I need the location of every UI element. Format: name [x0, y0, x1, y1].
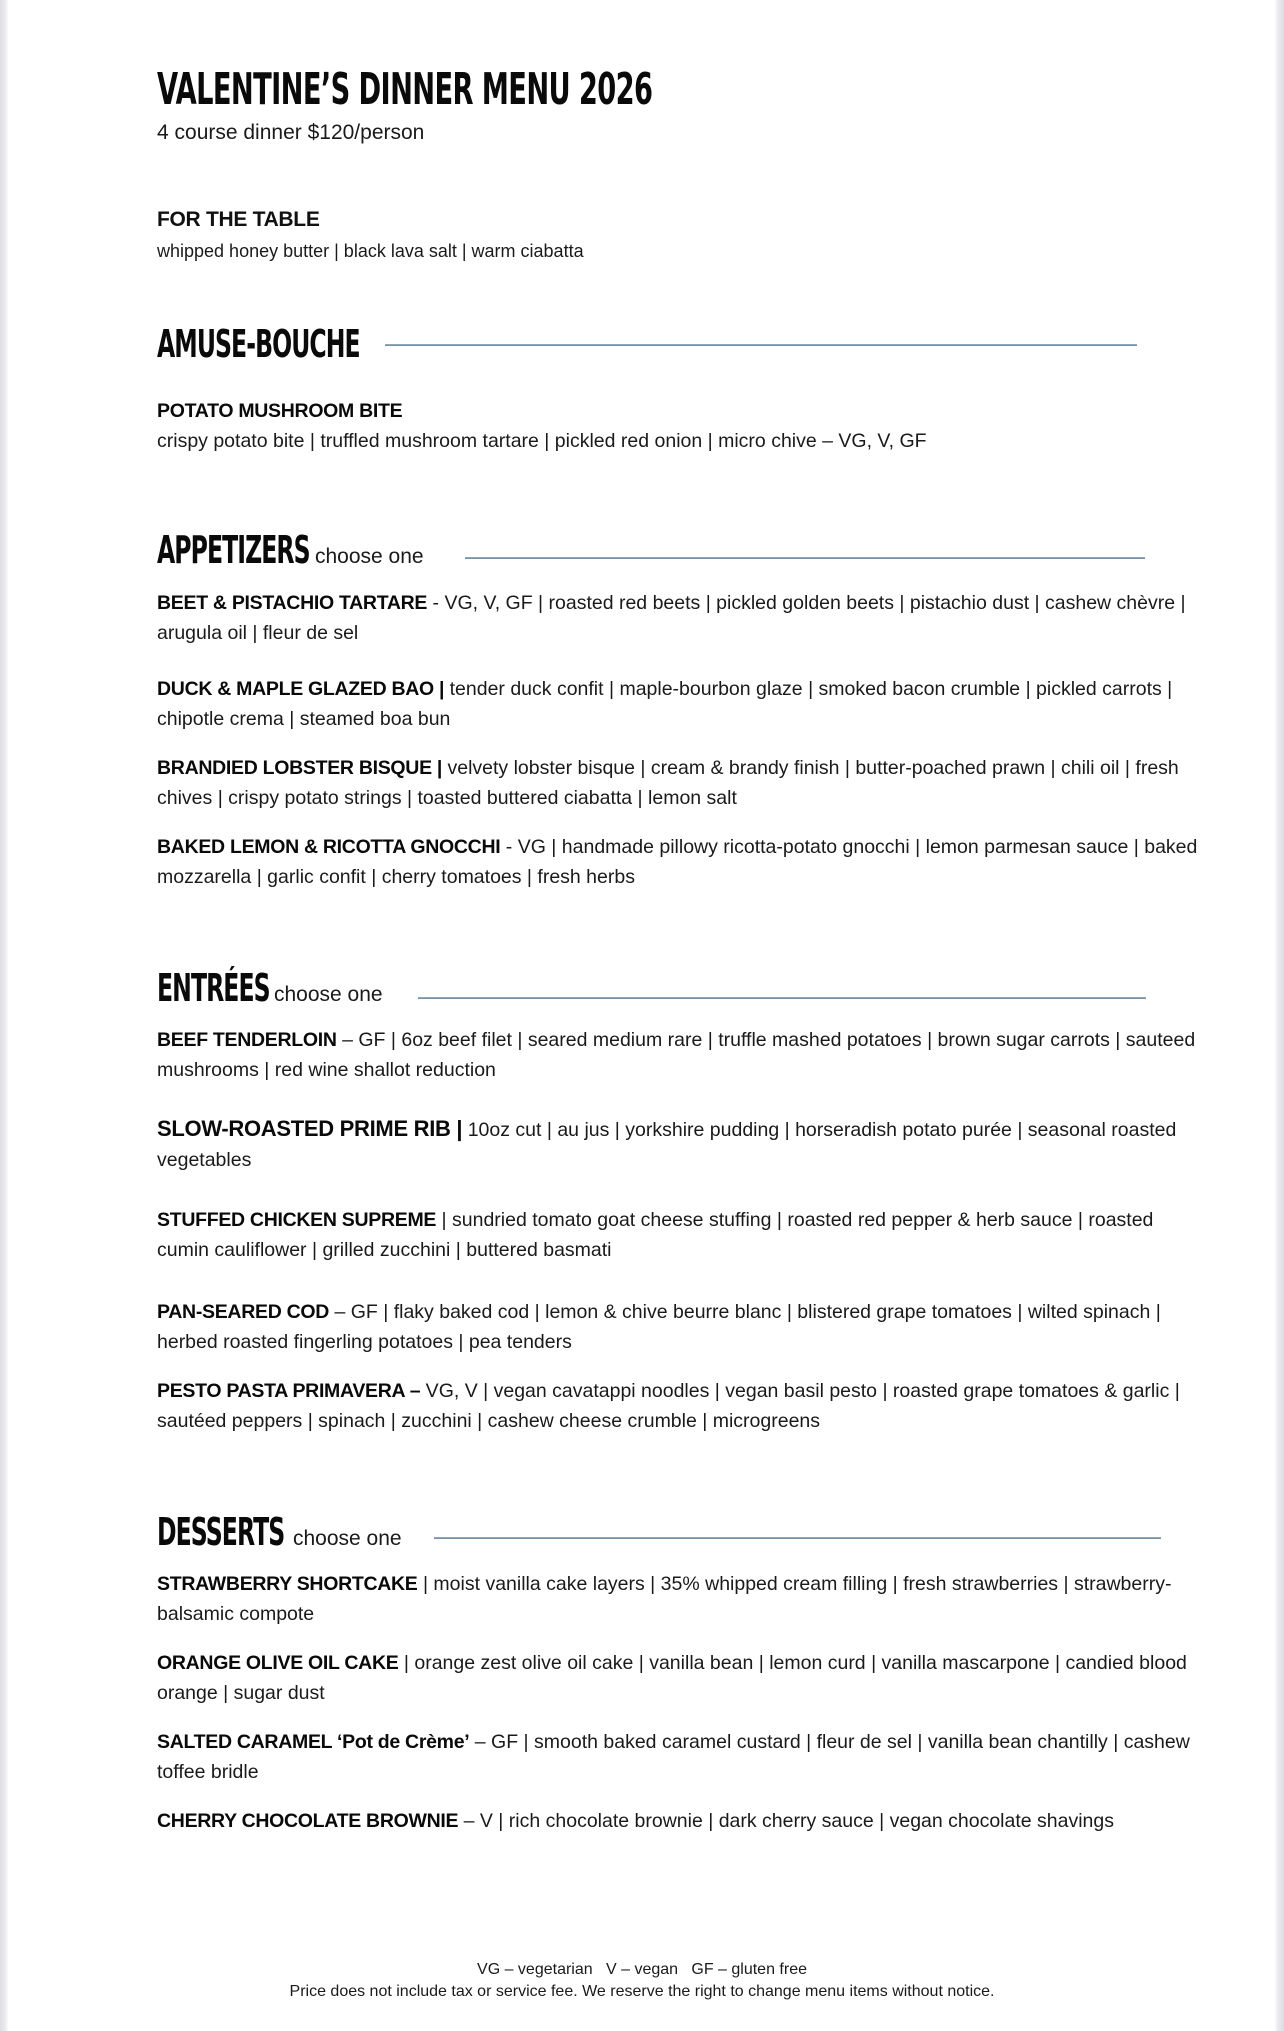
item-name: BEET & PISTACHIO TARTARE	[157, 592, 428, 614]
section-header-entrees	[157, 966, 1157, 1010]
menu-item	[157, 1376, 1207, 1436]
for-the-table-description: whipped honey butter | black lava salt | warm ciabatta	[157, 241, 584, 261]
section-divider	[434, 1537, 1161, 1539]
menu-subtitle: 4 course dinner $120/person	[157, 121, 425, 144]
menu-item	[157, 1569, 1207, 1629]
menu-item	[157, 753, 1207, 813]
menu-item	[157, 1025, 1207, 1085]
item-description: – GF | flaky baked cod | lemon & chive beurre blanc | blistered grape tomatoes | wilted spinach | herbed roasted fingerling potatoes | pea tenders	[157, 1301, 1161, 1353]
section-header-appetizers	[157, 528, 1157, 572]
item-name: CHERRY CHOCOLATE BROWNIE	[157, 1810, 459, 1832]
menu-title: VALENTINE’S DINNER MENU 2026	[157, 64, 653, 115]
item-description: | moist vanilla cake layers | 35% whipped cream filling | fresh strawberries | strawberry- balsamic compote	[157, 1573, 1172, 1625]
section-divider	[465, 557, 1145, 559]
section-divider	[385, 344, 1137, 346]
menu-item	[157, 1205, 1207, 1265]
section-choose-note: choose one	[293, 1527, 402, 1550]
dietary-legend: VG – vegetarian V – vegan GF – gluten free	[477, 1961, 807, 1978]
section-header-desserts	[157, 1510, 1157, 1554]
item-name: BAKED LEMON & RICOTTA GNOCCHI	[157, 836, 501, 858]
section-choose-note: choose one	[315, 545, 424, 568]
page-edge-left	[0, 0, 8, 2031]
item-name: STUFFED CHICKEN SUPREME	[157, 1209, 437, 1231]
menu-item	[157, 1806, 1207, 1836]
item-description: | sundried tomato goat cheese stuffing | roasted red pepper & herb sauce | roasted cumin cauliflower | grilled zucchini | buttered basmati	[157, 1209, 1154, 1261]
item-name: PAN-SEARED COD	[157, 1301, 330, 1323]
item-name: SLOW-ROASTED PRIME RIB |	[157, 1116, 463, 1141]
section-title: AMUSE-BOUCHE	[157, 322, 360, 366]
menu-item	[157, 1297, 1207, 1357]
item-description: VG, V | vegan cavatappi noodles | vegan basil pesto | roasted grape tomatoes & garlic | sautéed peppers | spinach | zucchini | cashew cheese crumble | microgreens	[157, 1380, 1180, 1432]
item-description: – V | rich chocolate brownie | dark cherry sauce | vegan chocolate shavings	[458, 1810, 1114, 1832]
item-description: - VG | handmade pillowy ricotta-potato gnocchi | lemon parmesan sauce | baked mozzarella | garlic confit | cherry tomatoes | fresh herbs	[157, 836, 1198, 888]
item-name: DUCK & MAPLE GLAZED BAO |	[157, 678, 445, 700]
item-description: tender duck confit | maple-bourbon glaze | smoked bacon crumble | pickled carrots | chipotle crema | steamed boa bun	[157, 678, 1173, 730]
page-edge-right	[1275, 0, 1284, 2031]
for-the-table-heading: FOR THE TABLE	[157, 208, 320, 231]
menu-item	[157, 1648, 1207, 1708]
section-title: APPETIZERS	[157, 528, 310, 572]
menu-item	[157, 588, 1207, 648]
menu-item	[157, 674, 1207, 734]
item-name: PESTO PASTA PRIMAVERA –	[157, 1380, 421, 1402]
item-name: ORANGE OLIVE OIL CAKE	[157, 1652, 399, 1674]
menu-title-wrap	[157, 66, 956, 114]
item-name: POTATO MUSHROOM BITE	[157, 400, 403, 422]
item-description: | orange zest olive oil cake | vanilla bean | lemon curd | vanilla mascarpone | candied blood orange | sugar dust	[157, 1652, 1187, 1704]
item-name: BEEF TENDERLOIN	[157, 1029, 337, 1051]
price-disclaimer: Price does not include tax or service fee. We reserve the right to change menu items without notice.	[289, 1983, 995, 2000]
item-description: – GF | 6oz beef filet | seared medium rare | truffle mashed potatoes | brown sugar carrots | sauteed mushrooms | red wine shallot reduction	[157, 1029, 1196, 1081]
item-name: STRAWBERRY SHORTCAKE	[157, 1573, 418, 1595]
item-name: BRANDIED LOBSTER BISQUE |	[157, 757, 443, 779]
menu-item	[157, 832, 1207, 892]
item-description: – GF | smooth baked caramel custard | fleur de sel | vanilla bean chantilly | cashew toffee bridle	[157, 1731, 1190, 1783]
item-description: crispy potato bite | truffled mushroom tartare | pickled red onion | micro chive – VG, V, GF	[157, 430, 927, 452]
menu-item	[157, 396, 1207, 456]
item-name: SALTED CARAMEL ‘Pot de Crème’	[157, 1731, 470, 1753]
section-title: DESSERTS	[157, 1510, 285, 1554]
section-divider	[418, 997, 1146, 999]
section-choose-note: choose one	[274, 983, 383, 1006]
menu-item	[157, 1114, 1207, 1175]
item-description: velvety lobster bisque | cream & brandy finish | butter-poached prawn | chili oil | fresh chives | crispy potato strings | toasted buttered ciabatta | lemon salt	[157, 757, 1179, 809]
item-description: - VG, V, GF | roasted red beets | pickled golden beets | pistachio dust | cashew chèvre | arugula oil | fleur de sel	[157, 592, 1186, 644]
item-description: 10oz cut | au jus | yorkshire pudding | horseradish potato purée | seasonal roasted vegetables	[157, 1119, 1177, 1171]
section-header-amuse-bouche	[157, 322, 1157, 366]
menu-item	[157, 1727, 1207, 1787]
section-title: ENTRÉES	[157, 966, 270, 1010]
